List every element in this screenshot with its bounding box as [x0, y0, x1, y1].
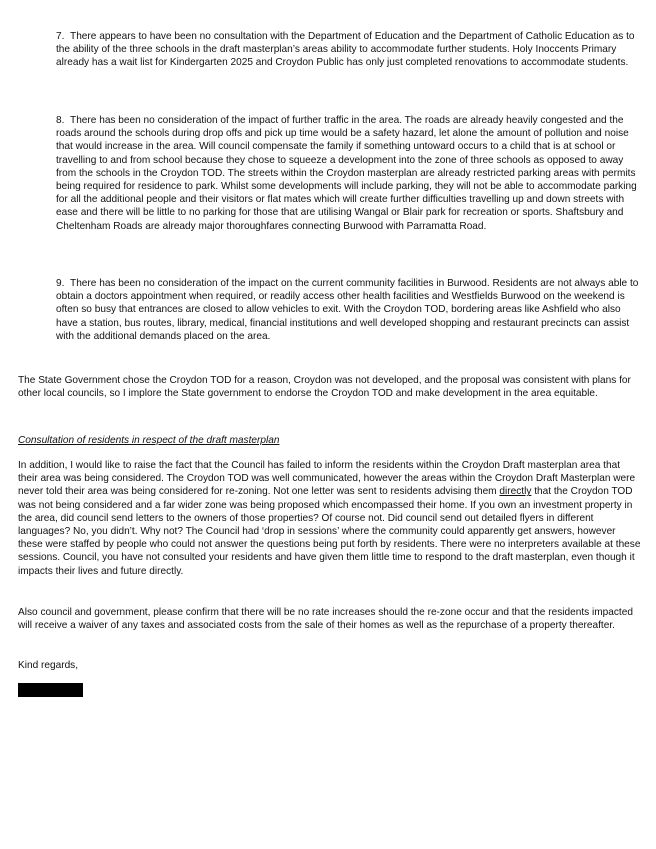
- consultation-paragraph: [18, 459, 642, 578]
- point-9-number: 9.: [56, 278, 65, 289]
- consultation-text-part2: that the Croydon TOD was not being considered and a far wider zone was being proposed which encompassed their home. If you own an investment property in the area, did council send letters to the owners of those properties? Of course not. Did council send out detailed flyers in different languages? No, you didn’t. Why not? The Council had ‘drop in sessions’ where the community could apparently get answers, however these were staffed by people who could not answer the questions being put forth by residents. There were no interpreters available at these sessions. Council, you have not consulted your residents and have given them little time to respond to the draft masterplan, even though it impacts their lives and future directly.: [18, 486, 641, 577]
- point-7: [56, 30, 644, 70]
- closing-line: Kind regards,: [18, 660, 79, 671]
- point-9-text: There has been no consideration of the impact on the current community facilities in Burwood. Residents are not always able to obtain a doctors appointment when required, or readily access other health facilities and Westfields Burwood on the weekend is often so busy that entrances are closed to allow vehicles to exit. With the Croydon TOD, bordering areas like Ashfield who also have a station, bus routes, library, medical, financial institutions and well developed shopping and restaurant precincts can assist with the additional demands placed on the area.: [56, 278, 639, 342]
- point-8: [56, 114, 644, 233]
- point-8-text: There has been no consideration of the impact of further traffic in the area. The roads are already heavily congested and the roads around the schools during drop offs and pick up time would be a safety hazard, let alone the amount of pollution and noise that would increase in the area. Will council compensate the family if something untoward occurs to a child that is at school or travelling to and from school because they chose to squeeze a development into the zone of three schools as opposed to away from the schools in the Croydon TOD. The streets within the Croydon masterplan are already restricted parking areas with permits being required for residence to park. Whilst some developments will include parking, they will not be able to accommodate parking for all the additional people and their visitors or flat mates which will create further difficulties travelling up and down streets with ease and there will be little to no parking for those that are utilising Wangal or Blair park for recreation or sports. Shaftsbury and Cheltenham Roads are already major thoroughfares connecting Burwood with Parramatta Road.: [56, 115, 637, 232]
- consultation-underlined-word: directly: [499, 486, 532, 498]
- point-7-text: There appears to have been no consultation with the Department of Education and the Department of Catholic Education as to the ability of the three schools in the draft masterplan’s areas ability to accommodate further students. Holy Inoccents Primary already has a wait list for Kindergarten 2025 and Croydon Public has only just completed renovations to accommodate students.: [56, 31, 635, 69]
- consultation-text-part1: In addition, I would like to raise the fact that the Council has failed to inform the residents within the Croydon Draft masterplan area that their area was being considered. The Croydon TOD was well communicated, however the areas within the Croydon Draft Masterplan were never told their area was being considered for re-zoning. Not one letter was sent to residents advising them: [18, 460, 636, 498]
- consultation-heading: Consultation of residents in respect of the draft masterplan: [18, 435, 280, 446]
- point-7-number: 7.: [56, 31, 65, 42]
- state-government-paragraph: The State Government chose the Croydon TOD for a reason, Croydon was not developed, and the proposal was consistent with plans for other local councils, so I implore the State government to endorse the Croydon TOD and make development in the area equitable.: [18, 375, 631, 400]
- point-9: [56, 277, 644, 343]
- redacted-signature: [18, 683, 83, 697]
- point-8-number: 8.: [56, 115, 65, 126]
- rates-paragraph: Also council and government, please confirm that there will be no rate increases should the re-zone occur and that the residents impacted will receive a waiver of any taxes and associated costs from the sale of their homes as well as the repurchase of a property thereafter.: [18, 607, 633, 632]
